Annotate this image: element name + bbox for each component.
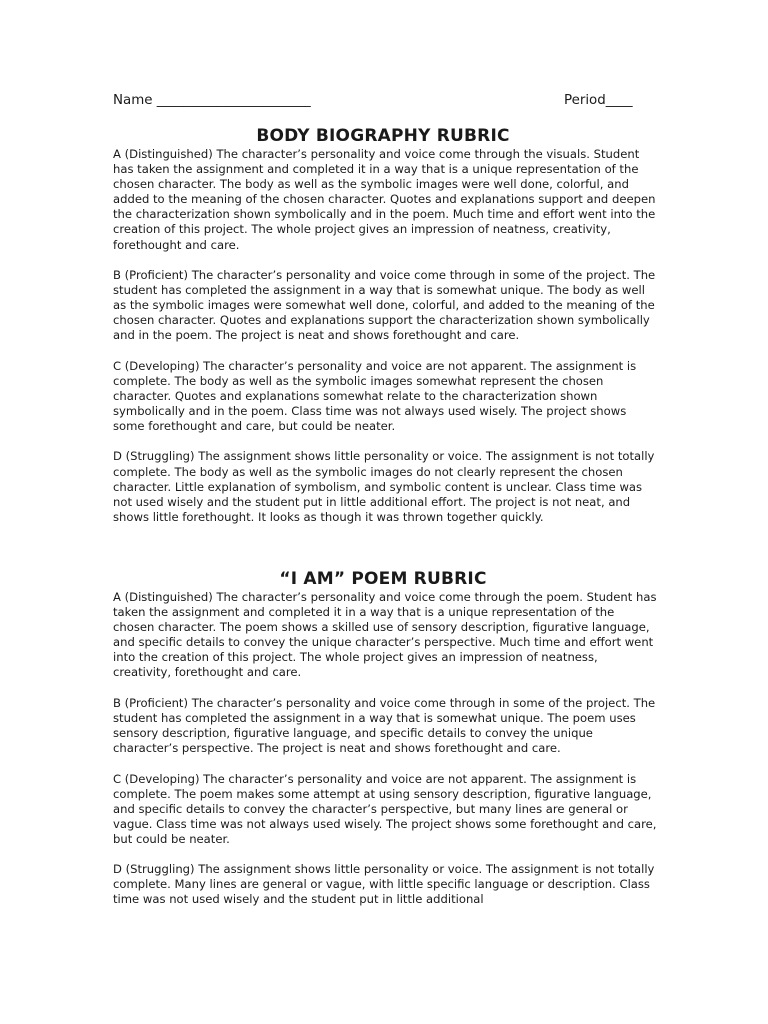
period-field: Period____: [564, 93, 633, 108]
body-biography-level-a: A (Distinguished) The character’s personality and voice come through the visuals. Student has taken the assignment and completed it in a way that is a unique representation of the chosen character. The body as well as the symbolic images were well done, colorful, and added to the meaning of the chosen character. Quotes and explanations support and deepen the characterization shown symbolically and in the poem. Much time and effort went into the creation of this project. The whole project gives an impression of neatness, creativity, forethought and care.: [113, 147, 656, 252]
i-am-poem-level-b: B (Proficient) The character’s personality and voice come through in some of the project. The student has completed the assignment in a way that is somewhat unique. The poem uses sensory description, figurative language, and specific details to convey the unique character’s perspective. The project is neat and shows forethought and care.: [113, 695, 656, 756]
name-field: Name _______________________: [113, 93, 311, 108]
body-biography-level-d: D (Struggling) The assignment shows little personality or voice. The assignment is not totally complete. The body as well as the symbolic images do not clearly represent the chosen character. Little explanation of symbolism, and symbolic content is unclear. Class time was not used wisely and the student put in little additional effort. The project is not neat, and shows little forethought. It looks as though it was thrown together quickly.: [113, 449, 655, 524]
header-line: [113, 91, 645, 111]
i-am-poem-level-d: D (Struggling) The assignment shows little personality or voice. The assignment is not totally complete. Many lines are general or vague, with little specific language or description. Class time was not used wisely and the student put in little additional: [113, 862, 655, 907]
body-biography-rubric: [113, 147, 658, 540]
i-am-poem-rubric: [113, 590, 658, 923]
i-am-poem-level-c: C (Developing) The character’s personality and voice are not apparent. The assignment is complete. The poem makes some attempt at using sensory description, figurative language, and specific details to convey the character’s perspective, but many lines are general or vague. Class time was not always used wisely. The project shows some forethought and care, but could be neater.: [113, 771, 657, 846]
body-biography-title: BODY BIOGRAPHY RUBRIC: [256, 126, 510, 146]
i-am-poem-level-a: A (Distinguished) The character’s personality and voice come through the poem. Student has taken the assignment and completed it in a way that is a unique representation of the chosen character. The poem shows a skilled use of sensory description, figurative language, and specific details to convey the unique character’s perspective. Much time and effort went into the creation of this project. The whole project gives an impression of neatness, creativity, forethought and care.: [113, 590, 657, 680]
i-am-poem-title: “I AM” POEM RUBRIC: [279, 569, 487, 589]
body-biography-level-c: C (Developing) The character’s personality and voice are not apparent. The assignment is complete. The body as well as the symbolic images somewhat represent the chosen character. Quotes and explanations somewhat relate to the characterization shown symbolically and in the poem. Class time was not always used wisely. The project shows some forethought and care, but could be neater.: [113, 358, 637, 434]
body-biography-level-b: B (Proficient) The character’s personality and voice come through in some of the project. The student has completed the assignment in a way that is somewhat unique. The body as well as the symbolic images were somewhat well done, colorful, and added to the meaning of the chosen character. Quotes and explanations support the characterization shown symbolically and in the poem. The project is neat and shows forethought and care.: [113, 267, 656, 343]
